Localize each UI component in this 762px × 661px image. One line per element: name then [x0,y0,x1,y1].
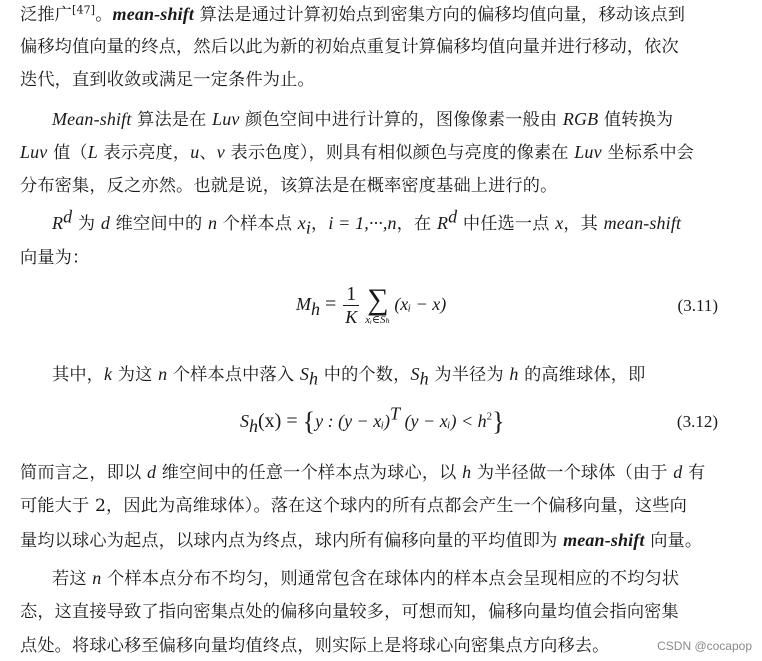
para6-line3: 点处。将球心移至偏移向量均值终点，则实际上是将球心向密集点方向移去。 [20,636,610,656]
para6-line1: 若这 n 个样本点分布不均匀，则通常包含在球体内的样本点会呈现相应的不均匀状 [52,568,680,589]
fraction: $\frac{1}{K}$ [345,283,358,327]
equation-3-12: $S_h(x) = \{y$ : (y − xᵢ)$^T$ (y − xᵢ) < $h^2$} [240,403,505,436]
para2-line2: Luv 值（L 表示亮度，u、v 表示色度），则具有相似颜色与亮度的像素在 Luv 坐标系中会 [20,142,695,163]
para3-line1: $R^d$ 为 d 维空间中的 n 个样本点 $x_i$，i = 1,···,n，在 $R^d$ 中任选一点 x，其 mean-shift [52,206,682,238]
watermark: CSDN @cocapop [657,639,752,653]
equation-3-11: $M_h$ = $\frac{1}{K}$ ∑ xᵢ∈Sₕ (xᵢ − x) [296,282,447,327]
term-mean-shift: mean-shift [112,4,195,24]
para3-line2: 向量为： [20,248,90,268]
para6-line2: 态，这直接导致了指向密集点处的偏移向量较多，可想而知，偏移向量均值会指向密集 [20,602,679,622]
para5-line2: 可能大于 2，因此为高维球体）。落在这个球内的所有点都会产生一个偏移向量，这些向 [20,496,687,516]
para5-line3: 量均以球心为起点，以球内点为终点，球内所有偏移向量的平均值即为 mean-shift 向量。 [20,530,703,551]
para2-line1: Mean-shift 算法是在 Luv 颜色空间中进行计算的，图像像素一般由 RGB 值转换为 [52,109,674,130]
para1-line3: 迭代，直到收敛或满足一定条件为止。 [20,70,315,90]
equation-number-3-11: (3.11) [677,296,718,315]
para1-line1: 泛推广[47]。mean-shift 算法是通过计算初始点到密集方向的偏移均值向量，移动该点到 [20,3,686,25]
equation-number-3-12: (3.12) [676,412,718,431]
para1-line2: 偏移均值向量的终点，然后以此为新的初始点重复计算偏移均值向量并进行移动，依次 [20,37,679,57]
summation: ∑ xᵢ∈Sₕ [365,282,391,326]
para5-line1: 简而言之，即以 d 维空间中的任意一个样本点为球心，以 h 为半径做一个球体（由于 d 有 [20,462,706,483]
para4-line1: 其中，k 为这 n 个样本点中落入 $S_h$ 中的个数，$S_h$ 为半径为 h 的高维球体，即 [52,364,646,389]
para2-line3: 分布密集，反之亦然。也就是说，该算法是在概率密度基础上进行的。 [20,176,558,196]
